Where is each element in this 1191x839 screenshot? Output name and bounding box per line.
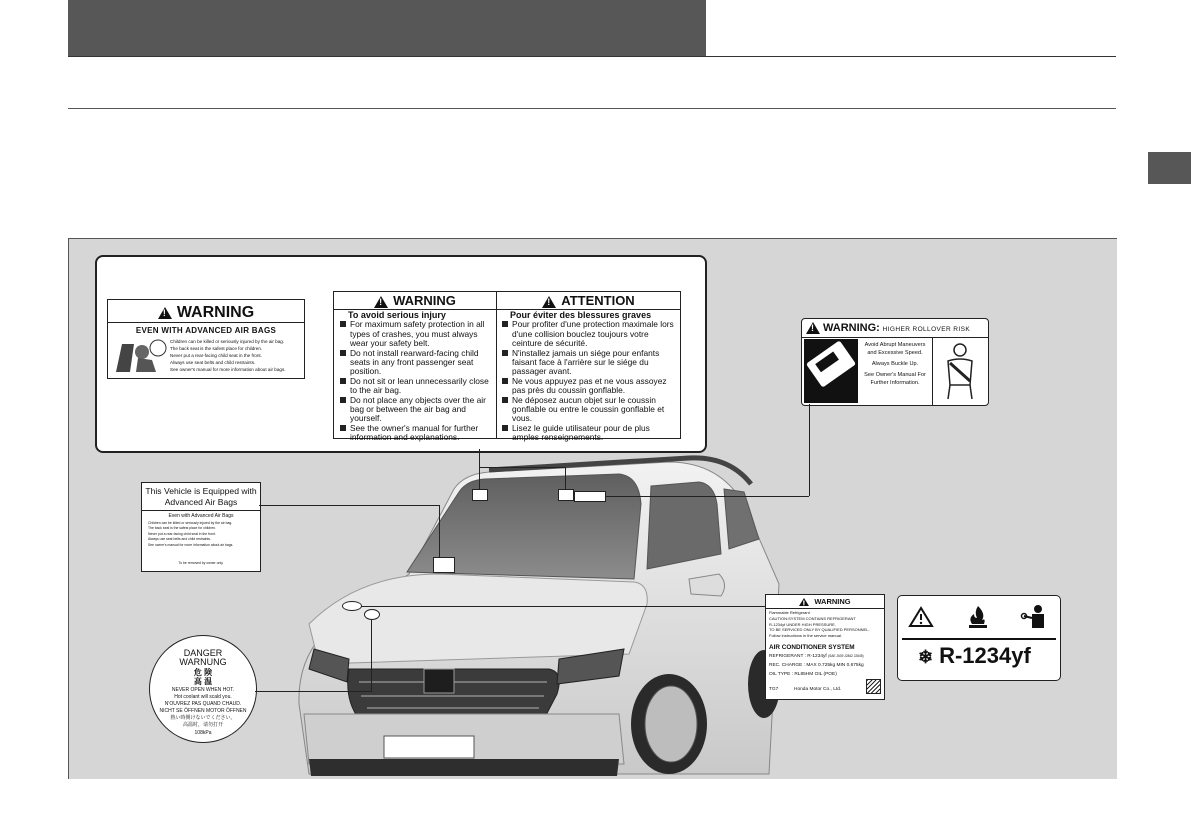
ac-charge: REC. CHARGE : MAX 0.725kg MIN 0.675kg	[769, 663, 864, 668]
danger-word: DANGER	[183, 648, 223, 658]
rollover-line: Always Buckle Up.	[871, 361, 919, 367]
equipped-line: Children can be killed or seriously injured by the air bag.	[148, 521, 233, 525]
advanced-airbag-label	[141, 482, 261, 572]
danger-jp-1: 危 険	[193, 668, 213, 677]
leader-line	[479, 467, 565, 468]
label-marker-radiator	[364, 609, 380, 620]
en-item: See the owner's manual for further information and explanations.	[350, 422, 479, 443]
header-rule	[68, 56, 1116, 57]
warning-triangle-icon	[542, 296, 556, 308]
en-item: Do not sit or lean unnecessarily close to the air bag.	[350, 375, 489, 396]
en-item: Do not place any objects over the air bag or between the air bag and yourself.	[350, 394, 486, 424]
airbag-line: Never put a rear-facing child seat in the front.	[170, 353, 262, 358]
section-rule	[68, 108, 1116, 109]
airbag-line: Children can be killed or seriously injured by the air bag.	[170, 339, 285, 344]
leader-line	[565, 467, 566, 489]
ac-oil: OIL TYPE : RL85HM OIL (POE)	[769, 672, 837, 677]
fr-item: Pour profiter d'une protection maximale lors d'une collision bouclez toujours votre ceinture de sécurité.	[512, 319, 674, 349]
label-marker-airbag-visor	[472, 489, 488, 501]
fr-item: N'installez jamais un siége pour enfants faisant face à l'arrière sur le siége du passager avant.	[512, 347, 660, 377]
bullet-icon	[340, 425, 346, 431]
warning-triangle-icon	[908, 606, 934, 633]
ac-refrigerant: REFRIGERANT : R-1234yf	[769, 654, 827, 659]
rollover-warning-word: WARNING:	[823, 322, 880, 334]
warnung-word: WARNUNG	[179, 657, 227, 667]
label-marker-advanced-airbag	[433, 557, 455, 573]
ac-system-title: AIR CONDITIONER SYSTEM	[769, 644, 855, 651]
danger-line: 熱い時開けないでください。	[170, 715, 236, 721]
warning-triangle-icon	[806, 322, 820, 334]
danger-line: NEVER OPEN WHEN HOT.	[171, 687, 235, 693]
ac-line: CAUTION:SYSTEM CONTAINS REFRIGERANT	[769, 615, 856, 621]
leader-line	[255, 691, 371, 692]
refrigerant-symbol-label	[897, 595, 1061, 681]
airbag-line: See owner's manual for more information about air bags.	[170, 367, 286, 372]
equipped-title: This Vehicle is Equipped with Advanced Air Bags	[145, 486, 257, 507]
label-marker-ac	[342, 601, 362, 611]
equipped-footer: To be removed by owner only.	[178, 561, 224, 565]
equipped-subtitle: Even with Advanced Air Bags	[168, 513, 234, 519]
airbag-warning-label-small	[107, 299, 305, 379]
leader-line	[603, 496, 809, 497]
flammable-icon	[966, 604, 990, 635]
seatbelt-person-icon	[936, 341, 984, 401]
leader-line	[439, 505, 440, 560]
child-seat-pictogram	[112, 338, 168, 374]
recycle-hatch-icon	[866, 679, 881, 694]
fr-item: Ne déposez aucun objet sur le coussin gonflable ou entre le coussin gonflable et vous.	[512, 394, 665, 424]
en-warning-header: WARNING	[393, 293, 456, 308]
rollover-risk-text: HIGHER ROLLOVER RISK	[882, 326, 971, 333]
ac-line: Follow instructions in the service manual.	[769, 633, 842, 639]
leader-line	[479, 449, 480, 489]
danger-line: NICHT SE ÖFFNEN MOTOR ÖFFNEN	[159, 708, 247, 714]
airbag-labels-callout	[95, 255, 707, 453]
leader-line	[357, 606, 765, 607]
ac-line: TO BE SERVICED ONLY BY QUALIFIED PERSONNEL.	[769, 627, 870, 633]
en-item: Do not install rearward-facing child seats in any front passenger seat position.	[350, 347, 479, 377]
ac-code: TG7	[769, 687, 779, 692]
warning-triangle-icon	[799, 598, 809, 606]
equipped-line: See owner's manual for more information about air bags.	[148, 542, 234, 547]
bullet-icon	[502, 350, 508, 356]
radiator-cap-danger-label	[149, 635, 257, 743]
ac-maker: Honda Motor Co., Ltd.	[794, 687, 842, 692]
fr-item: Ne vous appuyez pas et ne vous assoyez pas près du coussin gonflable.	[512, 375, 667, 396]
refrigerant-name: R-1234yf	[939, 643, 1031, 668]
airbag-warning-label-bilingual	[333, 291, 681, 443]
danger-line: 高温时，请勿打开	[182, 722, 223, 728]
bullet-icon	[340, 350, 346, 356]
en-title: To avoid serious injury	[348, 310, 446, 320]
warning-title: WARNING	[176, 304, 255, 321]
ac-warning-word: WARNING	[814, 597, 851, 606]
header-bar	[68, 0, 706, 56]
snowflake-icon: ❄	[918, 647, 934, 667]
leader-line	[259, 505, 439, 506]
airbag-line: The back seat is the safest place for children.	[170, 346, 263, 351]
bullet-icon	[340, 378, 346, 384]
bullet-icon	[340, 397, 346, 403]
label-locations-figure	[68, 238, 1117, 779]
rollover-line: Avoid Abrupt Maneuvers and Excessive Speed.	[864, 342, 926, 356]
airbag-line: Always use seat belts and child restraints.	[170, 360, 256, 365]
ac-refrigerant-note: (SAE J639 J2842 J2845)	[828, 654, 864, 658]
warning-triangle-icon	[374, 296, 388, 308]
leader-line	[809, 404, 810, 496]
rollover-line: See Owner's Manual For Further Information.	[864, 372, 926, 386]
fr-title: Pour éviter des blessures graves	[510, 310, 652, 320]
airbag-subtitle: EVEN WITH ADVANCED AIR BAGS	[135, 326, 277, 335]
ac-system-label	[765, 594, 885, 700]
ac-line: R-1234yf UNDER HIGH PRESSURE.	[769, 621, 836, 627]
equipped-line: Never put a rear-facing child seat in the front.	[148, 531, 216, 536]
label-marker-rollover	[574, 491, 606, 502]
leader-line	[371, 617, 372, 692]
danger-line: N'OUVREZ PAS QUAND CHAUD.	[164, 701, 242, 707]
danger-line: Hot coolant will scald you.	[174, 694, 232, 700]
technician-icon	[1020, 604, 1048, 635]
bullet-icon	[502, 425, 508, 431]
label-marker-airbag-visor-2	[558, 489, 574, 501]
ac-line: Flammable Refrigerant	[769, 610, 810, 615]
warning-triangle-icon	[158, 307, 172, 319]
equipped-line: Always use seat belts and child restraints.	[148, 537, 211, 542]
chapter-tab	[1148, 152, 1191, 184]
bullet-icon	[502, 378, 508, 384]
bullet-icon	[340, 321, 346, 327]
en-item: For maximum safety protection in all types of crashes, you must always wear your safety belt.	[350, 319, 485, 349]
fr-warning-header: ATTENTION	[561, 293, 635, 308]
bullet-icon	[502, 321, 508, 327]
rollover-warning-label	[801, 318, 989, 406]
rollover-pictogram	[804, 339, 858, 403]
danger-jp-2: 高 温	[193, 677, 213, 686]
bullet-icon	[502, 397, 508, 403]
danger-pressure: 108kPa	[194, 730, 212, 736]
equipped-line: The back seat is the safest place for children.	[148, 526, 217, 531]
fr-item: Lisez le guide utilisateur pour de plus amples renseignements.	[512, 422, 650, 443]
